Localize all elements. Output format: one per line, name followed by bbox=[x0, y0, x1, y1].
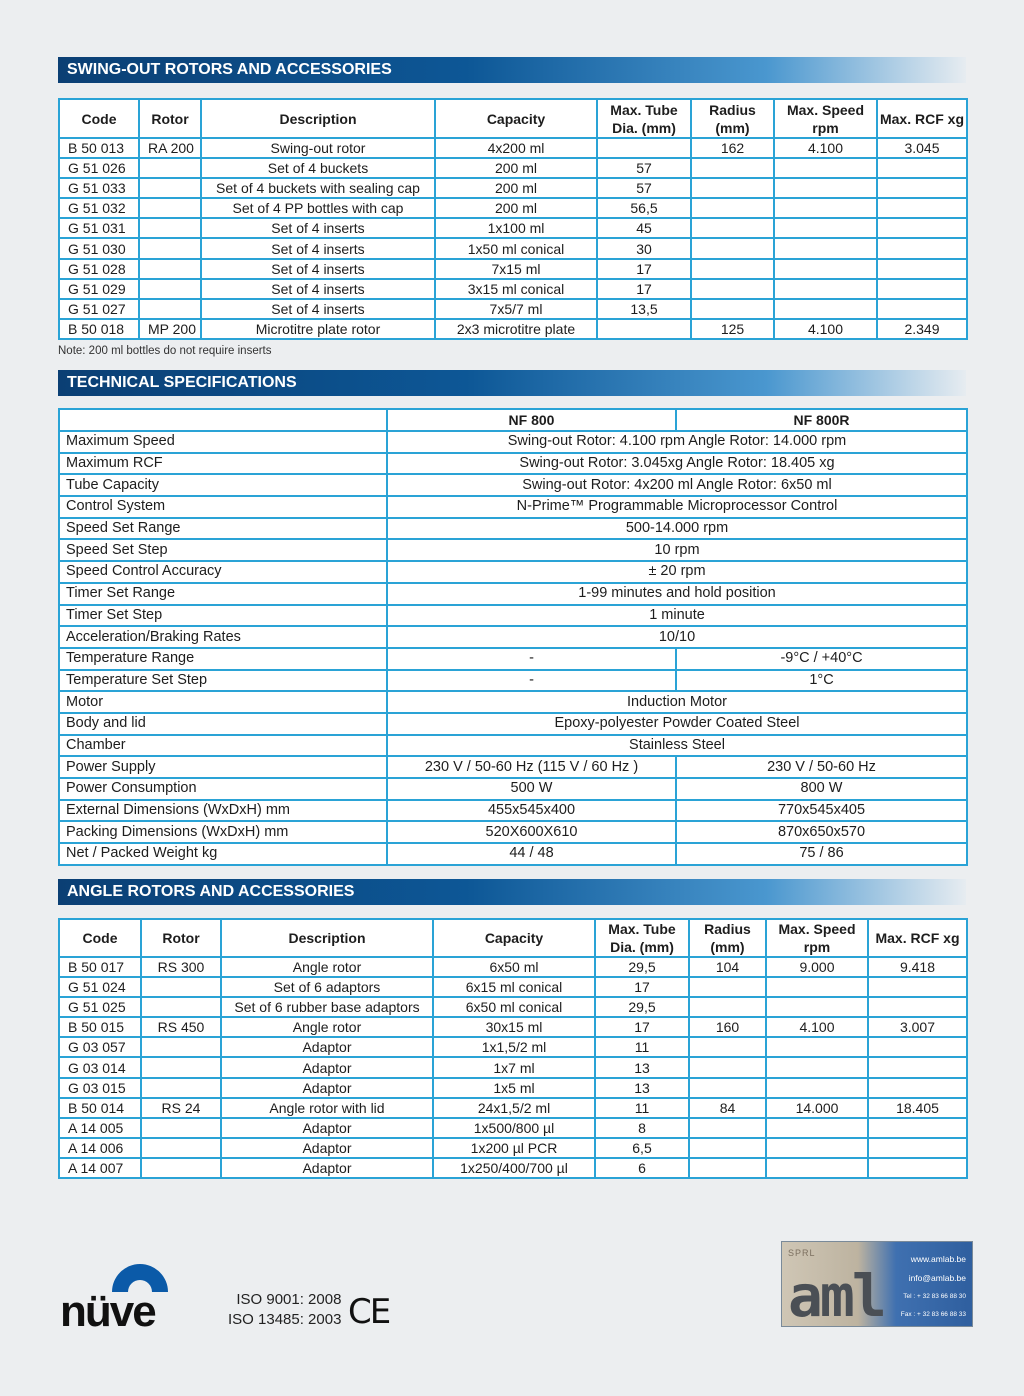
table-row bbox=[59, 138, 967, 158]
spec-label: Control System bbox=[59, 496, 387, 518]
swing-cell: RA 200 bbox=[139, 138, 201, 158]
spec-value: Stainless Steel bbox=[387, 735, 967, 757]
swing-cell: 13,5 bbox=[597, 299, 691, 319]
table-row bbox=[59, 299, 967, 319]
angle-cell bbox=[141, 997, 221, 1017]
swing-cell bbox=[774, 158, 877, 178]
spec-value-a: 500 W bbox=[387, 778, 676, 800]
angle-cell: B 50 014 bbox=[59, 1098, 141, 1118]
iso-9001: ISO 9001: 2008 bbox=[236, 1291, 342, 1308]
swing-cell bbox=[139, 198, 201, 218]
angle-cell bbox=[141, 1158, 221, 1178]
spec-value: 1 minute bbox=[387, 605, 967, 627]
angle-cell: 1x1,5/2 ml bbox=[433, 1037, 595, 1057]
angle-cell bbox=[766, 1138, 868, 1158]
spec-value-a: - bbox=[387, 648, 676, 670]
angle-header-6: Max. Speed rpm bbox=[766, 919, 868, 957]
angle-cell: Adaptor bbox=[221, 1118, 433, 1138]
table-row bbox=[59, 1037, 967, 1057]
aml-fax: Fax : + 32 83 66 88 33 bbox=[900, 1311, 966, 1318]
swing-cell: 4.100 bbox=[774, 319, 877, 339]
swing-cell: G 51 032 bbox=[59, 198, 139, 218]
angle-cell: 13 bbox=[595, 1078, 689, 1098]
aml-contact bbox=[901, 1250, 966, 1324]
swing-cell: Set of 4 buckets with sealing cap bbox=[201, 178, 435, 198]
swing-cell: G 51 028 bbox=[59, 259, 139, 279]
angle-header-0: Code bbox=[59, 919, 141, 957]
angle-cell: 11 bbox=[595, 1098, 689, 1118]
spec-value-b: -9°C / +40°C bbox=[676, 648, 967, 670]
angle-cell: 29,5 bbox=[595, 957, 689, 977]
spec-header-nf800: NF 800 bbox=[387, 409, 676, 431]
angle-cell bbox=[141, 1118, 221, 1138]
swing-cell: G 51 026 bbox=[59, 158, 139, 178]
angle-cell: Adaptor bbox=[221, 1057, 433, 1077]
angle-cell bbox=[868, 1057, 967, 1077]
spec-label: Temperature Set Step bbox=[59, 670, 387, 692]
angle-cell bbox=[868, 1118, 967, 1138]
swing-cell: Set of 4 buckets bbox=[201, 158, 435, 178]
angle-cell: Angle rotor bbox=[221, 957, 433, 977]
angle-cell: 6x50 ml bbox=[433, 957, 595, 977]
swing-cell: G 51 031 bbox=[59, 218, 139, 238]
spec-label: Motor bbox=[59, 691, 387, 713]
swing-cell bbox=[139, 158, 201, 178]
spec-label: Body and lid bbox=[59, 713, 387, 735]
swing-cell bbox=[691, 158, 774, 178]
angle-cell: G 03 015 bbox=[59, 1078, 141, 1098]
angle-cell bbox=[689, 1138, 766, 1158]
angle-cell bbox=[689, 1057, 766, 1077]
swing-cell bbox=[877, 158, 967, 178]
angle-cell: RS 450 bbox=[141, 1017, 221, 1037]
swing-note: Note: 200 ml bottles do not require inserts bbox=[58, 345, 272, 357]
angle-cell bbox=[766, 1057, 868, 1077]
table-row bbox=[59, 977, 967, 997]
swing-cell: 4.100 bbox=[774, 138, 877, 158]
swing-cell: 125 bbox=[691, 319, 774, 339]
swing-cell bbox=[597, 319, 691, 339]
nuve-logo bbox=[60, 1238, 200, 1330]
table-row bbox=[59, 319, 967, 339]
swing-cell bbox=[774, 238, 877, 258]
angle-header-2: Description bbox=[221, 919, 433, 957]
angle-cell bbox=[766, 977, 868, 997]
aml-sprl: SPRL bbox=[788, 1248, 816, 1258]
swing-cell: G 51 027 bbox=[59, 299, 139, 319]
aml-email: info@amlab.be bbox=[908, 1273, 966, 1283]
swing-cell: 57 bbox=[597, 178, 691, 198]
angle-cell: 29,5 bbox=[595, 997, 689, 1017]
swing-cell bbox=[774, 299, 877, 319]
swing-cell bbox=[691, 279, 774, 299]
spec-label: Packing Dimensions (WxDxH) mm bbox=[59, 821, 387, 843]
table-row bbox=[59, 1057, 967, 1077]
spec-row bbox=[59, 843, 967, 865]
angle-cell bbox=[868, 1138, 967, 1158]
angle-cell: RS 300 bbox=[141, 957, 221, 977]
swing-cell: G 51 029 bbox=[59, 279, 139, 299]
spec-row bbox=[59, 713, 967, 735]
swing-cell bbox=[877, 218, 967, 238]
table-row bbox=[59, 238, 967, 258]
spec-row bbox=[59, 474, 967, 496]
angle-cell: 3.007 bbox=[868, 1017, 967, 1037]
spec-label: Power Consumption bbox=[59, 778, 387, 800]
table-row bbox=[59, 218, 967, 238]
swing-cell: 4x200 ml bbox=[435, 138, 597, 158]
spec-label: External Dimensions (WxDxH) mm bbox=[59, 800, 387, 822]
swing-cell bbox=[597, 138, 691, 158]
angle-cell bbox=[766, 1078, 868, 1098]
spec-row bbox=[59, 821, 967, 843]
table-row bbox=[59, 1158, 967, 1178]
angle-cell bbox=[689, 1037, 766, 1057]
angle-cell: Angle rotor with lid bbox=[221, 1098, 433, 1118]
swing-cell: 2x3 microtitre plate bbox=[435, 319, 597, 339]
swing-header-7: Max. RCF xg bbox=[877, 99, 967, 138]
angle-cell bbox=[689, 1078, 766, 1098]
angle-cell: 9.418 bbox=[868, 957, 967, 977]
table-row bbox=[59, 1118, 967, 1138]
angle-cell: G 03 057 bbox=[59, 1037, 141, 1057]
spec-value: Epoxy-polyester Powder Coated Steel bbox=[387, 713, 967, 735]
spec-value-a: - bbox=[387, 670, 676, 692]
angle-cell: 4.100 bbox=[766, 1017, 868, 1037]
aml-wordmark: aml bbox=[788, 1262, 884, 1327]
angle-cell: 17 bbox=[595, 1017, 689, 1037]
ce-mark-icon: CE bbox=[348, 1292, 390, 1332]
swing-section-title: SWING-OUT ROTORS AND ACCESSORIES bbox=[58, 57, 966, 83]
swing-cell bbox=[691, 198, 774, 218]
swing-cell: Set of 4 PP bottles with cap bbox=[201, 198, 435, 218]
swing-cell: 56,5 bbox=[597, 198, 691, 218]
swing-cell bbox=[877, 279, 967, 299]
swing-header-5: Radius (mm) bbox=[691, 99, 774, 138]
angle-cell: 1x200 µl PCR bbox=[433, 1138, 595, 1158]
spec-row bbox=[59, 539, 967, 561]
angle-cell bbox=[868, 997, 967, 1017]
spec-row bbox=[59, 648, 967, 670]
spec-value: Swing-out Rotor: 4.100 rpm Angle Rotor: 14.000 rpm bbox=[387, 431, 967, 453]
angle-cell: 17 bbox=[595, 977, 689, 997]
swing-header-2: Description bbox=[201, 99, 435, 138]
aml-tel: Tel : + 32 83 66 88 30 bbox=[903, 1293, 966, 1300]
angle-cell: 1x5 ml bbox=[433, 1078, 595, 1098]
angle-cell: 30x15 ml bbox=[433, 1017, 595, 1037]
spec-label: Maximum Speed bbox=[59, 431, 387, 453]
angle-cell bbox=[141, 977, 221, 997]
angle-cell: G 03 014 bbox=[59, 1057, 141, 1077]
swing-cell bbox=[691, 218, 774, 238]
swing-cell bbox=[139, 178, 201, 198]
angle-cell bbox=[766, 1118, 868, 1138]
swing-cell: G 51 030 bbox=[59, 238, 139, 258]
angle-header-4: Max. Tube Dia. (mm) bbox=[595, 919, 689, 957]
spec-value-b: 1°C bbox=[676, 670, 967, 692]
spec-value: Induction Motor bbox=[387, 691, 967, 713]
swing-cell: 30 bbox=[597, 238, 691, 258]
angle-cell: Set of 6 adaptors bbox=[221, 977, 433, 997]
angle-cell: Adaptor bbox=[221, 1158, 433, 1178]
angle-section-title: ANGLE ROTORS AND ACCESSORIES bbox=[58, 879, 966, 905]
swing-cell: Set of 4 inserts bbox=[201, 238, 435, 258]
table-row bbox=[59, 1138, 967, 1158]
table-row bbox=[59, 178, 967, 198]
angle-cell bbox=[141, 1037, 221, 1057]
spec-row bbox=[59, 626, 967, 648]
table-row bbox=[59, 158, 967, 178]
angle-cell: 14.000 bbox=[766, 1098, 868, 1118]
swing-cell: 2.349 bbox=[877, 319, 967, 339]
swing-cell bbox=[774, 279, 877, 299]
swing-cell: 1x50 ml conical bbox=[435, 238, 597, 258]
swing-cell bbox=[774, 198, 877, 218]
swing-rotor-table bbox=[58, 98, 968, 340]
nuve-wordmark: nüve bbox=[60, 1287, 155, 1330]
swing-cell bbox=[691, 299, 774, 319]
spec-row bbox=[59, 778, 967, 800]
swing-cell: Swing-out rotor bbox=[201, 138, 435, 158]
spec-row bbox=[59, 691, 967, 713]
angle-cell: 84 bbox=[689, 1098, 766, 1118]
angle-rotor-table bbox=[58, 918, 968, 1179]
angle-cell: Set of 6 rubber base adaptors bbox=[221, 997, 433, 1017]
spec-value-a: 520X600X610 bbox=[387, 821, 676, 843]
angle-cell bbox=[689, 1158, 766, 1178]
spec-label: Net / Packed Weight kg bbox=[59, 843, 387, 865]
table-row bbox=[59, 279, 967, 299]
spec-row bbox=[59, 561, 967, 583]
angle-cell bbox=[689, 997, 766, 1017]
iso-13485: ISO 13485: 2003 bbox=[228, 1311, 342, 1328]
angle-cell bbox=[141, 1057, 221, 1077]
swing-cell bbox=[691, 178, 774, 198]
swing-cell: 3x15 ml conical bbox=[435, 279, 597, 299]
swing-cell: Microtitre plate rotor bbox=[201, 319, 435, 339]
spec-value: 10 rpm bbox=[387, 539, 967, 561]
spec-row bbox=[59, 431, 967, 453]
angle-cell bbox=[141, 1078, 221, 1098]
angle-header-3: Capacity bbox=[433, 919, 595, 957]
angle-header-1: Rotor bbox=[141, 919, 221, 957]
spec-value: ± 20 rpm bbox=[387, 561, 967, 583]
angle-cell bbox=[868, 1158, 967, 1178]
swing-cell bbox=[139, 218, 201, 238]
angle-cell: 104 bbox=[689, 957, 766, 977]
spec-value: Swing-out Rotor: 4x200 ml Angle Rotor: 6x50 ml bbox=[387, 474, 967, 496]
angle-cell bbox=[689, 1118, 766, 1138]
swing-cell: 45 bbox=[597, 218, 691, 238]
spec-row bbox=[59, 496, 967, 518]
angle-cell: G 51 024 bbox=[59, 977, 141, 997]
swing-header-1: Rotor bbox=[139, 99, 201, 138]
swing-cell bbox=[877, 198, 967, 218]
table-row bbox=[59, 1098, 967, 1118]
spec-label: Maximum RCF bbox=[59, 453, 387, 475]
angle-cell: 24x1,5/2 ml bbox=[433, 1098, 595, 1118]
spec-label: Chamber bbox=[59, 735, 387, 757]
angle-cell: 18.405 bbox=[868, 1098, 967, 1118]
table-row bbox=[59, 1078, 967, 1098]
angle-header-7: Max. RCF xg bbox=[868, 919, 967, 957]
spec-row bbox=[59, 605, 967, 627]
spec-header-nf800r: NF 800R bbox=[676, 409, 967, 431]
spec-label: Timer Set Step bbox=[59, 605, 387, 627]
swing-cell: B 50 013 bbox=[59, 138, 139, 158]
swing-header-3: Capacity bbox=[435, 99, 597, 138]
swing-cell bbox=[877, 178, 967, 198]
swing-cell bbox=[691, 238, 774, 258]
angle-cell bbox=[868, 1037, 967, 1057]
swing-cell: 1x100 ml bbox=[435, 218, 597, 238]
swing-cell: G 51 033 bbox=[59, 178, 139, 198]
angle-cell: Angle rotor bbox=[221, 1017, 433, 1037]
swing-cell bbox=[877, 238, 967, 258]
swing-cell: Set of 4 inserts bbox=[201, 218, 435, 238]
angle-header-5: Radius (mm) bbox=[689, 919, 766, 957]
swing-cell bbox=[877, 259, 967, 279]
angle-cell bbox=[141, 1138, 221, 1158]
angle-cell: 9.000 bbox=[766, 957, 868, 977]
spec-value-a: 44 / 48 bbox=[387, 843, 676, 865]
spec-label: Power Supply bbox=[59, 756, 387, 778]
spec-value-b: 870x650x570 bbox=[676, 821, 967, 843]
spec-label: Speed Control Accuracy bbox=[59, 561, 387, 583]
spec-label: Temperature Range bbox=[59, 648, 387, 670]
spec-header-blank bbox=[59, 409, 387, 431]
angle-cell: RS 24 bbox=[141, 1098, 221, 1118]
swing-cell bbox=[691, 259, 774, 279]
swing-cell: Set of 4 inserts bbox=[201, 279, 435, 299]
swing-cell: Set of 4 inserts bbox=[201, 299, 435, 319]
spec-row bbox=[59, 583, 967, 605]
spec-row bbox=[59, 670, 967, 692]
spec-value: Swing-out Rotor: 3.045xg Angle Rotor: 18.405 xg bbox=[387, 453, 967, 475]
swing-cell bbox=[877, 299, 967, 319]
swing-cell: B 50 018 bbox=[59, 319, 139, 339]
angle-cell: 6x50 ml conical bbox=[433, 997, 595, 1017]
swing-header-0: Code bbox=[59, 99, 139, 138]
swing-cell: 57 bbox=[597, 158, 691, 178]
swing-cell: 7x15 ml bbox=[435, 259, 597, 279]
swing-cell bbox=[774, 178, 877, 198]
aml-dealer-logo bbox=[781, 1241, 973, 1327]
swing-cell: 200 ml bbox=[435, 178, 597, 198]
angle-cell: 160 bbox=[689, 1017, 766, 1037]
angle-cell: 1x250/400/700 µl bbox=[433, 1158, 595, 1178]
angle-cell bbox=[766, 997, 868, 1017]
angle-cell: B 50 015 bbox=[59, 1017, 141, 1037]
swing-cell bbox=[139, 299, 201, 319]
spec-label: Acceleration/Braking Rates bbox=[59, 626, 387, 648]
angle-cell: 11 bbox=[595, 1037, 689, 1057]
swing-cell: Set of 4 inserts bbox=[201, 259, 435, 279]
angle-cell: 8 bbox=[595, 1118, 689, 1138]
angle-cell bbox=[868, 1078, 967, 1098]
spec-row bbox=[59, 735, 967, 757]
angle-cell bbox=[766, 1158, 868, 1178]
spec-label: Speed Set Step bbox=[59, 539, 387, 561]
angle-cell bbox=[868, 977, 967, 997]
angle-cell: A 14 006 bbox=[59, 1138, 141, 1158]
table-row bbox=[59, 259, 967, 279]
angle-cell bbox=[766, 1037, 868, 1057]
angle-cell: 13 bbox=[595, 1057, 689, 1077]
angle-cell: Adaptor bbox=[221, 1138, 433, 1158]
spec-value-b: 770x545x405 bbox=[676, 800, 967, 822]
spec-value-a: 230 V / 50-60 Hz (115 V / 60 Hz ) bbox=[387, 756, 676, 778]
angle-cell: 1x7 ml bbox=[433, 1057, 595, 1077]
specs-section-title: TECHNICAL SPECIFICATIONS bbox=[58, 370, 966, 396]
angle-cell: G 51 025 bbox=[59, 997, 141, 1017]
swing-cell: 7x5/7 ml bbox=[435, 299, 597, 319]
angle-cell: Adaptor bbox=[221, 1078, 433, 1098]
spec-label: Timer Set Range bbox=[59, 583, 387, 605]
technical-specifications-table bbox=[58, 408, 968, 866]
swing-header-6: Max. Speed rpm bbox=[774, 99, 877, 138]
swing-cell bbox=[139, 238, 201, 258]
angle-cell: 6 bbox=[595, 1158, 689, 1178]
swing-cell: 200 ml bbox=[435, 198, 597, 218]
swing-cell bbox=[139, 279, 201, 299]
spec-value: 1-99 minutes and hold position bbox=[387, 583, 967, 605]
spec-label: Speed Set Range bbox=[59, 518, 387, 540]
swing-cell: 3.045 bbox=[877, 138, 967, 158]
spec-label: Tube Capacity bbox=[59, 474, 387, 496]
spec-row bbox=[59, 453, 967, 475]
iso-certifications bbox=[228, 1290, 341, 1330]
swing-cell: 200 ml bbox=[435, 158, 597, 178]
swing-cell: MP 200 bbox=[139, 319, 201, 339]
swing-header-4: Max. Tube Dia. (mm) bbox=[597, 99, 691, 138]
swing-cell: 162 bbox=[691, 138, 774, 158]
spec-value-b: 230 V / 50-60 Hz bbox=[676, 756, 967, 778]
spec-value: N-Prime™ Programmable Microprocessor Control bbox=[387, 496, 967, 518]
spec-value-b: 800 W bbox=[676, 778, 967, 800]
table-row bbox=[59, 957, 967, 977]
spec-value: 500-14.000 rpm bbox=[387, 518, 967, 540]
angle-cell bbox=[689, 977, 766, 997]
angle-cell: A 14 007 bbox=[59, 1158, 141, 1178]
swing-cell bbox=[139, 259, 201, 279]
table-row bbox=[59, 1017, 967, 1037]
spec-row bbox=[59, 756, 967, 778]
table-row bbox=[59, 198, 967, 218]
table-row bbox=[59, 997, 967, 1017]
spec-value-b: 75 / 86 bbox=[676, 843, 967, 865]
angle-cell: 6x15 ml conical bbox=[433, 977, 595, 997]
angle-cell: 1x500/800 µl bbox=[433, 1118, 595, 1138]
spec-value: 10/10 bbox=[387, 626, 967, 648]
angle-cell: A 14 005 bbox=[59, 1118, 141, 1138]
angle-cell: Adaptor bbox=[221, 1037, 433, 1057]
angle-cell: 6,5 bbox=[595, 1138, 689, 1158]
spec-row bbox=[59, 518, 967, 540]
spec-value-a: 455x545x400 bbox=[387, 800, 676, 822]
swing-cell bbox=[774, 259, 877, 279]
spec-row bbox=[59, 800, 967, 822]
angle-cell: B 50 017 bbox=[59, 957, 141, 977]
swing-cell bbox=[774, 218, 877, 238]
aml-website: www.amlab.be bbox=[910, 1254, 966, 1264]
swing-cell: 17 bbox=[597, 279, 691, 299]
swing-cell: 17 bbox=[597, 259, 691, 279]
